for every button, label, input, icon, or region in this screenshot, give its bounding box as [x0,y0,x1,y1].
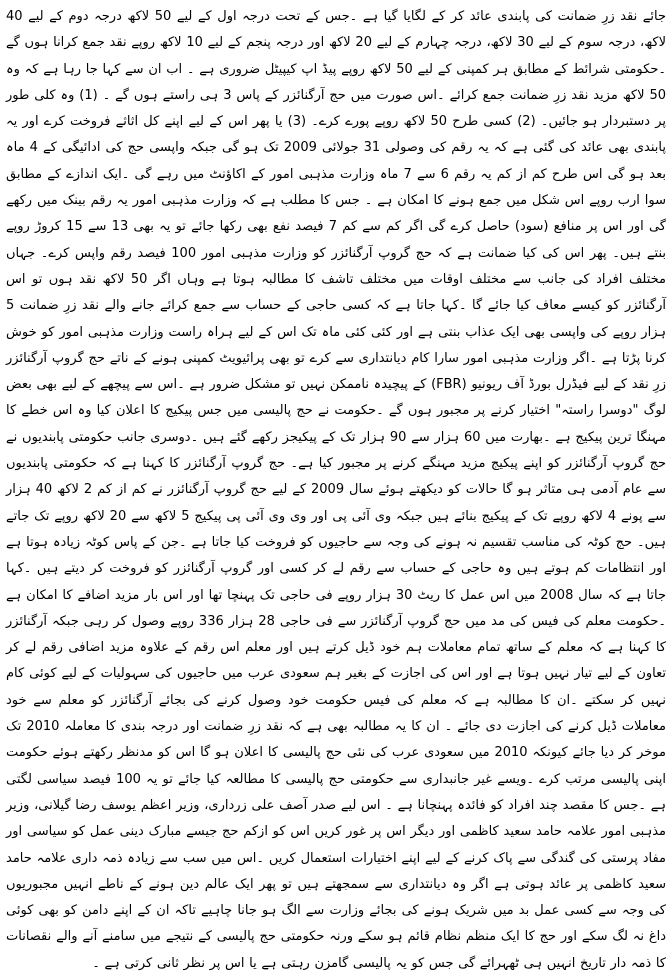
article-body-text: جائے نقد زرِ ضمانت کی پابندی عائد کر کے لگایا گیا ہے ۔جس کے تحت درجہ اول کے لیے 50 لاکھ درجہ دوم کے لیے 40 لاکھ، درجہ سوم کے لیے 30 لاکھ، درجہ چہارم کے لیے 20 لاکھ اور درجہ پنجم کے لیے 10 لاکھ روپے نقد جمع کرانا ہوں گے ۔حکومتی شرائط کے مطابق ہر کمپنی کے لیے 50 لاکھ روپے پیڈ اپ کیپیٹل ضروری ہے ۔ اب ان سے کہا جا رہا ہے کہ وہ 50 لاکھ مزید نقد زرِ ضمانت جمع کرائے ۔اس صورت میں حج آرگنائزر کے پاس 3 ہی راستے ہوں گے ۔ (1) وہ کلی طور پر دستبردار ہو جائیں۔ (2) کسی طرح 50 لاکھ روپے پورے کرے۔ (3) یا پھر اس کے لیے اپنے کل اثاثے فروخت کرے اور یہ پابندی بھی عائد کی گئی ہے کہ یہ رقم کی وصولی 31 جولائی 2009 تک ہو گی جبکہ واپسی حج کی ادائیگی کے 4 ماہ بعد ہو گی اس طرح کم از کم یہ رقم 6 سے 7 ماہ وزارت مذہبی امور کے اکاؤنٹ میں رہے گی ۔ایک اندازے کے مطابق سوا ارب روپے اس شکل میں جمع ہونے کا امکان ہے ۔ جس کا مطلب ہے کہ وزارت مذہبی امور یہ رقم بینک میں رکھے گی اور اس پر منافع (سود) حاصل کرے گی اگر کم سے کم 7 فیصد نفع بھی رکھا جائے تو یہ بھی 13 سے 15 کروڑ روپے بنتے ہیں۔ پھر اس کی کیا ضمانت ہے کہ حج گروپ آرگنائزر کو وزارت مذہبی امور 100 فیصد رقم واپس کرے۔ جہاں مختلف افراد کی جانب سے مختلف اوقات میں مختلف تاشف کا مطالبہ ہوتا ہے وہاں اگر 50 لاکھ نقد ہوں تو اس آرگنائزر کو کیسے معاف کیا جائے گا ۔کہا جاتا ہے کہ کسی حاجی کے حساب سے جمع کرائے جانے والے نقد زرِ ضمانت 5 ہزار روپے کی واپسی بھی ایک عذاب بنتی ہے اور کئی کئی ماہ تک اس کے لیے ہراہ راست وزارت مذہبی امور کو خوش کرنا پڑتا ہے ۔اگر وزارت مذہبی امور سارا کام دیانتداری سے کرے تو بھی پرائیویٹ کمپنی ہونے کے ناتے حج گروپ آرگنائزر زرِ نقد کے لیے فیڈرل بورڈ آف ریونیو (FBR) کے پیچیدہ ناممکن نہیں تو مشکل ضرور ہے ۔اس سے پیچھے کے لیے بھی بعض لوگ "دوسرا راستہ" اختیار کرنے پر مجبور ہوں گے ۔حکومت نے حج پالیسی میں جس پیکیج کا اعلان کیا وہ اس خطے کا مہنگا ترین پیکیج ہے ۔بھارت میں 60 ہزار سے 90 ہزار تک کے پیکیجز رکھے گئے ہیں ۔دوسری جانب حکومتی پابندیوں نے حج گروپ آرگنائزر کو اپنے پیکیج مزید مہنگے کرنے پر مجبور کیا ہے۔ حج گروپ آرگنائزر کا کہنا ہے کہ حکومتی پابندیوں سے عام آدمی ہی متاثر ہو گا حالات کو دیکھتے ہوئے سال 2009 کے لیے حج گروپ آرگنائزر نے کم از کم 2 لاکھ 40 ہزار سے پونے 4 لاکھ روپے تک کے پیکیج بنائے ہیں جبکہ وی آئی پی اور وی وی آئی پی پیکیج 5 لاکھ سے 20 لاکھ روپے تک جاتے ہیں۔ حج کوٹہ کی مناسب تقسیم نہ ہونے کی وجہ سے حاجیوں کو فروخت کیا جاتا ہے ۔جن کے پاس کوٹہ زیادہ ہوتا ہے اور انتظامات کم ہوتے ہیں وہ حاجی کے حساب سے رقم لے کر کسی اور گروپ آرگنائزر کو فروخت کر دیتے ہیں ۔کہا جاتا ہے کہ سال 2008 میں اس عمل کا ریٹ 30 ہزار روپے فی حاجی تک پہنچا تھا اور اس بار مزید اضافے کا امکان ہے ۔حکومت معلم کی فیس کی مد میں حج گروپ آرگنائزر سے فی حاجی 28 ہزار 336 روپے وصول کر رہی جبکہ آرگنائزر کا کہنا ہے کہ معلم کے ساتھ تمام معاملات ہم خود ڈیل کرتے ہیں اور معلم اس رقم کے علاوہ مزید اضافی رقم لے کر تعاون کے لیے تیار نہیں ہوتا ہے اور اس کی اجازت کے بغیر ہم سعودی عرب میں حاجیوں کی سہولیات کے لیے کوئی کام نہیں کر سکتے ۔ان کا مطالبہ ہے کہ معلم کی فیس حکومت خود وصول کرنے کی بجائے آرگنائزر کو معلم سے خود معاملات ڈیل کرنے کی اجازت دی جائے ۔ ان کا یہ مطالبہ بھی ہے کہ نقد زرِ ضمانت اور درجہ بندی کا معاملہ 2010 تک موخر کر دیا جائے کیونکہ 2010 میں سعودی عرب کی نئی حج پالیسی کا اعلان ہو گا اس کو مدنظر رکھتے ہوئے حکومت اپنی پالیسی مرتب کرے ۔ویسے غیر جانبداری سے حکومتی حج پالیسی کا مطالعہ کیا جائے تو یہ 100 فیصد سیاسی لگتی ہے ۔جس کا مقصد چند افراد کو فائدہ پہنچانا ہے ۔ اس لیے صدر آصف علی زرداری، وزیر اعظم یوسف رضا گیلانی، وزیر مذہبی امور علامہ حامد سعید کاظمی اور دیگر اس پر غور کریں اس کو ازکم حج جیسے مبارک دینی عمل کو سیاسی اور مفاد پرستی کی گندگی سے پاک کرنے کے لیے اپنے اختیارات استعمال کریں ۔اس میں سب سے زیادہ ذمہ داری علامہ حامد سعید کاظمی پر عائد ہوتی ہے اگر وہ دیانتداری سے سمجھتے ہیں تو پھر ایک عالم دین ہونے کے ناطے انہیں مجبوریوں کی وجہ سے کسی عمل بد میں شریک ہونے کی بجائے وزارت سے الگ ہو جانا چاہیے تاکہ ان کے اپنے دامن کو بھی کوئی داغ نہ لگ سکے اور حج کا ایک منظم نظام قائم ہو سکے ورنہ حکومتی حج پالیسی کے نتیجے میں سامنے آنے والے نقصانات کا ذمہ دار تاریخ انہیں ہی ٹھہرائے گی جس کو یہ پالیسی گامزن رہتی ہے یا اس پر نظر ثانی کرتی ہے ۔ [6,9,667,971]
